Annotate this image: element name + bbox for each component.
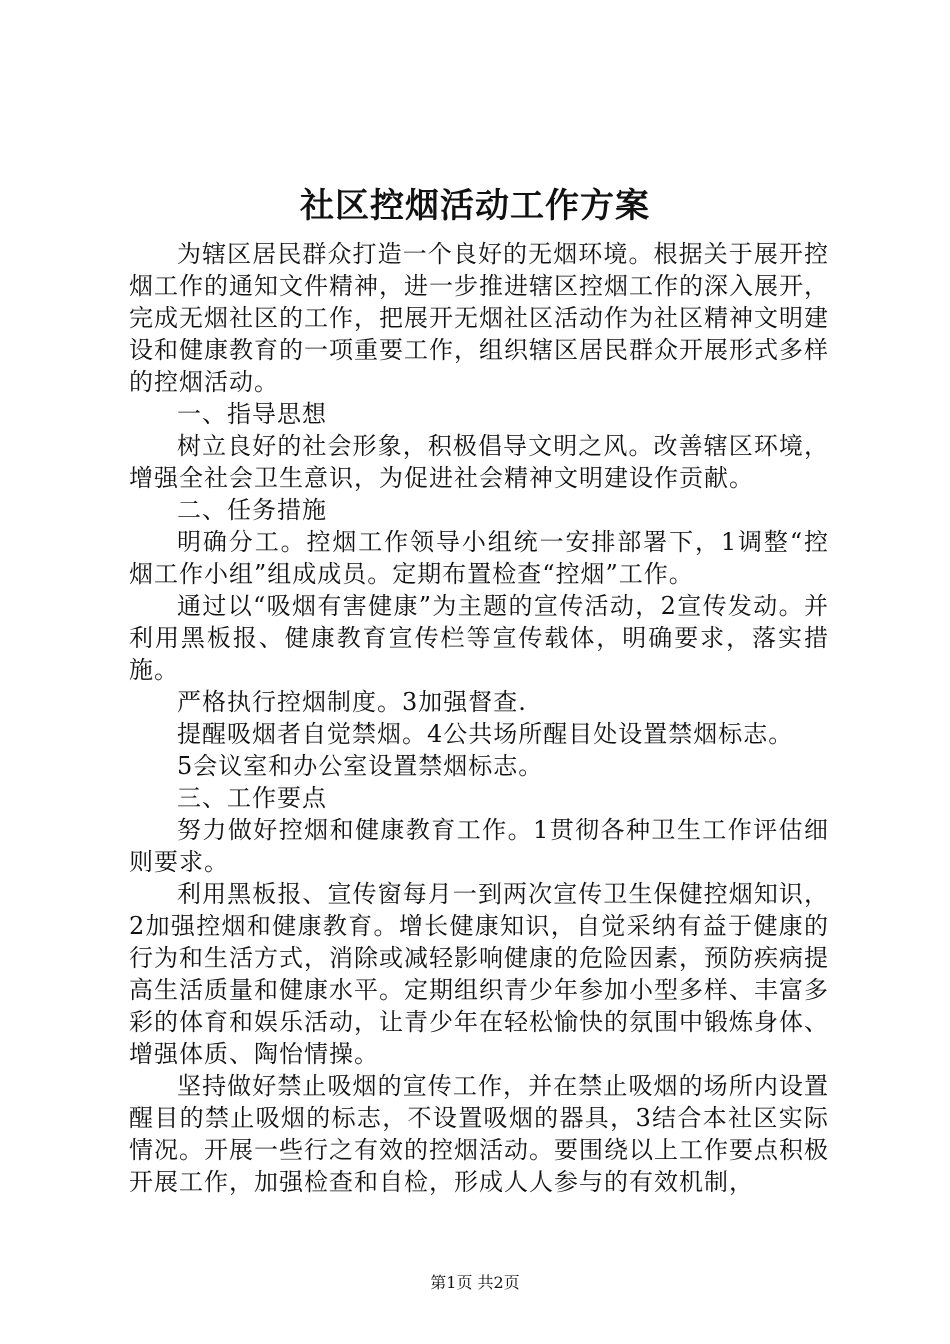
paragraph-measure-4: 提醒吸烟者自觉禁烟。4公共场所醒目处设置禁烟标志。 — [177, 720, 794, 748]
paragraph-measure-3: 严格执行控烟制度。3加强督查. — [177, 688, 527, 716]
paragraph-measure-5: 5会议室和办公室设置禁烟标志。 — [177, 752, 544, 780]
section-heading-key-points: 三、工作要点 — [177, 784, 327, 812]
paragraph-key-point-1: 努力做好控烟和健康教育工作。1贯彻各种卫生工作评估细则要求。 — [129, 816, 829, 876]
section-heading-guiding-thought: 一、指导思想 — [177, 400, 327, 428]
paragraph-measure-1: 明确分工。控烟工作领导小组统一安排部署下，1调整“控烟工作小组”组成成员。定期布置检查“控烟”工作。 — [129, 528, 829, 588]
paragraph-key-point-3: 坚持做好禁止吸烟的宣传工作，并在禁止吸烟的场所内设置醒目的禁止吸烟的标志，不设置吸烟的器具，3结合本社区实际情况。开展一些行之有效的控烟活动。要围绕以上工作要点积极开展工作，加强检查和自检，形成人人参与的有效机制， — [129, 1072, 829, 1196]
document-title: 社区控烟活动工作方案 — [300, 186, 650, 226]
page-number-footer: 第1页 共2页 — [430, 1273, 520, 1292]
paragraph-intro: 为辖区居民群众打造一个良好的无烟环境。根据关于展开控烟工作的通知文件精神，进一步推进辖区控烟工作的深入展开，完成无烟社区的工作，把展开无烟社区活动作为社区精神文明建设和健康教育的一项重要工作，组织辖区居民群众开展形式多样的控烟活动。 — [129, 240, 829, 396]
paragraph-measure-2: 通过以“吸烟有害健康”为主题的宣传活动，2宣传发动。并利用黑板报、健康教育宣传栏等宣传载体，明确要求，落实措施。 — [129, 592, 829, 684]
paragraph-key-point-2: 利用黑板报、宣传窗每月一到两次宣传卫生保健控烟知识，2加强控烟和健康教育。增长健康知识，自觉采纳有益于健康的行为和生活方式，消除或减轻影响健康的危险因素，预防疾病提高生活质量和健康水平。定期组织青少年参加小型多样、丰富多彩的体育和娱乐活动，让青少年在轻松愉快的氛围中锻炼身体、增强体质、陶怡情操。 — [129, 880, 829, 1068]
section-heading-measures: 二、任务措施 — [177, 496, 327, 524]
paragraph-guiding-thought: 树立良好的社会形象，积极倡导文明之风。改善辖区环境，增强全社会卫生意识，为促进社会精神文明建设作贡献。 — [129, 432, 829, 492]
document-body — [129, 238, 829, 1198]
